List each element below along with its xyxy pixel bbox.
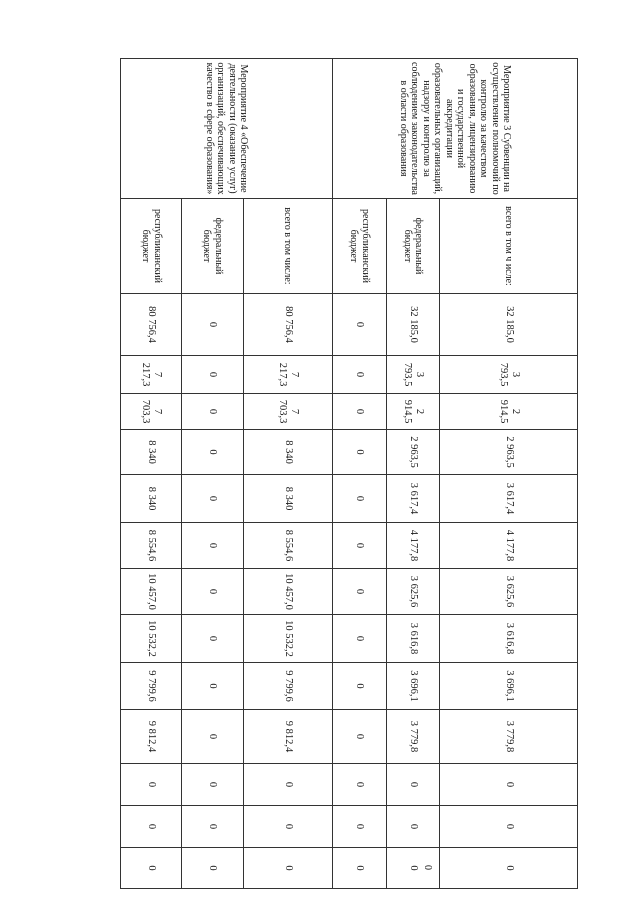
amount-cell: 9 799,6: [243, 663, 332, 710]
amount-cell: 0: [182, 523, 243, 569]
amount-cell: 0: [386, 848, 440, 889]
amount-cell: 4 177,8: [386, 523, 440, 569]
amount-cell: 0: [182, 356, 243, 394]
budget-table: [120, 58, 578, 889]
amount-cell: 0: [386, 764, 440, 806]
amount-cell: 9 812,4: [121, 710, 182, 764]
amount-cell: 0: [182, 806, 243, 848]
amount-cell: 3 616,8: [440, 615, 578, 663]
amount-cell: 3 793,5: [386, 356, 440, 394]
amount-cell: 3 625,6: [440, 569, 578, 615]
amount-cell: 0: [332, 356, 386, 394]
amount-cell: 0: [332, 475, 386, 523]
amount-cell: 0: [243, 806, 332, 848]
rotated-table-wrapper: [120, 58, 578, 888]
amount-cell: 4 177,8: [440, 523, 578, 569]
amount-cell: 0: [332, 848, 386, 889]
amount-cell: 0: [182, 569, 243, 615]
amount-cell: 8 340: [243, 475, 332, 523]
amount-cell: 2 963,5: [386, 430, 440, 475]
amount-cell: 80 756,4: [121, 294, 182, 356]
amount-cell: 0: [182, 615, 243, 663]
amount-cell: 0: [182, 663, 243, 710]
amount-cell: 3 779,8: [440, 710, 578, 764]
amount-cell: 0: [332, 710, 386, 764]
amount-cell: 0: [440, 764, 578, 806]
amount-cell: 0: [121, 806, 182, 848]
amount-cell: 0: [182, 475, 243, 523]
amount-cell: 10 457,0: [243, 569, 332, 615]
amount-cell: 3 617,4: [440, 475, 578, 523]
amount-cell: 32 185,0: [440, 294, 578, 356]
amount-cell: 3 793,5: [440, 356, 578, 394]
amount-cell: 0: [332, 294, 386, 356]
amount-cell: 0: [182, 294, 243, 356]
amount-cell: 0: [121, 848, 182, 889]
funding-source: республиканский бюджет: [121, 199, 182, 294]
table-row: [440, 59, 578, 889]
amount-cell: 0: [332, 394, 386, 430]
amount-cell: 0: [182, 848, 243, 889]
amount-cell: 0: [332, 663, 386, 710]
measure-title: Мероприятие 3 Субвенции на осуществление полномочий по контролю за качеством образования, лицензированию и государственной аккредитации образовательных организаций, надзору и контролю за соблюдением законодательства в области образования: [332, 59, 577, 199]
funding-source: федеральный бюджет: [386, 199, 440, 294]
amount-cell: 3 625,6: [386, 569, 440, 615]
amount-cell: 0: [121, 764, 182, 806]
amount-cell: 7 703,3: [243, 394, 332, 430]
amount-cell: 0: [243, 764, 332, 806]
stray-value: 0: [422, 865, 433, 870]
amount-cell: 0: [386, 806, 440, 848]
amount-cell: 80 756,4: [243, 294, 332, 356]
amount-cell: 9 799,6: [121, 663, 182, 710]
amount-cell: 8 554,6: [121, 523, 182, 569]
amount-cell: 3 616,8: [386, 615, 440, 663]
amount-cell: 8 340: [243, 430, 332, 475]
amount-cell: 0: [243, 848, 332, 889]
amount-cell: 10 532,2: [121, 615, 182, 663]
amount-cell: 8 340: [121, 430, 182, 475]
amount-cell: 0: [332, 430, 386, 475]
amount-cell: 10 532,2: [243, 615, 332, 663]
amount-cell: 0: [182, 764, 243, 806]
funding-source: всего в том ч исле:: [440, 199, 578, 294]
amount-cell: 7 703,3: [121, 394, 182, 430]
table-row: [243, 59, 332, 889]
amount-cell: 0: [332, 523, 386, 569]
amount-cell: 0: [332, 764, 386, 806]
funding-source: всего в том числе:: [243, 199, 332, 294]
amount-cell: 0: [332, 569, 386, 615]
amount-cell: 3 779,8: [386, 710, 440, 764]
amount-cell: 3 617,4: [386, 475, 440, 523]
amount-cell: 2 963,5: [440, 430, 578, 475]
amount-cell: 8 554,6: [243, 523, 332, 569]
amount-cell: 0: [332, 806, 386, 848]
amount-cell: 3 696,1: [386, 663, 440, 710]
funding-source: федеральный бюджет: [182, 199, 243, 294]
amount-cell: 2 914,5: [440, 394, 578, 430]
amount-cell: 8 340: [121, 475, 182, 523]
amount-cell: 0: [332, 615, 386, 663]
amount-cell: 32 185,0: [386, 294, 440, 356]
amount-cell: 9 812,4: [243, 710, 332, 764]
amount-cell: 0: [440, 806, 578, 848]
amount-cell: 0: [182, 394, 243, 430]
amount-cell: 10 457,0: [121, 569, 182, 615]
measure-title: Мероприятие 4 «Обеспечение деятельности (оказание услуг) организаций, обеспечивающих качество в сфере образования»: [121, 59, 333, 199]
funding-source: республиканский бюджет: [332, 199, 386, 294]
amount-cell: 2 914,5: [386, 394, 440, 430]
amount-cell: 0: [182, 710, 243, 764]
amount-cell: 0: [440, 848, 578, 889]
amount-cell: 0: [182, 430, 243, 475]
amount-cell: 7 217,3: [243, 356, 332, 394]
amount-cell: 3 696,1: [440, 663, 578, 710]
amount-cell: 7 217,3: [121, 356, 182, 394]
